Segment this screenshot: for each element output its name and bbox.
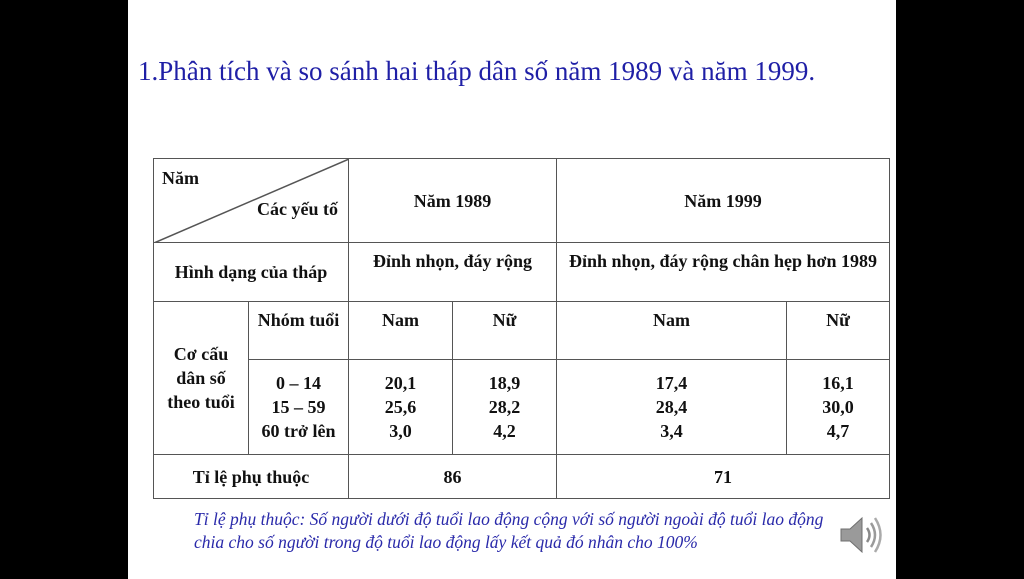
value: 18,9 bbox=[488, 373, 521, 393]
age-group: 0 – 14 bbox=[276, 373, 321, 393]
female-header-1989: Nữ bbox=[453, 302, 557, 360]
corner-header-cell bbox=[154, 159, 349, 243]
age-group: 15 – 59 bbox=[271, 397, 326, 417]
slide-title: 1.Phân tích và so sánh hai tháp dân số năm 1989 và năm 1999. bbox=[138, 56, 816, 86]
shape-1989: Đỉnh nhọn, đáy rộng bbox=[349, 243, 557, 302]
dependency-1989: 86 bbox=[349, 455, 557, 499]
male-header-1989: Nam bbox=[349, 302, 453, 360]
value: 4,7 bbox=[826, 421, 850, 441]
slide bbox=[128, 0, 896, 579]
female-header-1999: Nữ bbox=[787, 302, 890, 360]
male-1999-cell bbox=[557, 360, 787, 455]
value: 3,4 bbox=[660, 421, 683, 441]
dependency-1999: 71 bbox=[557, 455, 890, 499]
male-1989-cell bbox=[349, 360, 453, 455]
female-1989-cell bbox=[453, 360, 557, 455]
population-table bbox=[153, 158, 890, 499]
speaker-icon[interactable] bbox=[835, 510, 885, 560]
structure-label: Cơ cấu dân số theo tuổi bbox=[154, 302, 249, 455]
value: 28,4 bbox=[655, 397, 688, 417]
male-header-1999: Nam bbox=[557, 302, 787, 360]
value: 17,4 bbox=[655, 373, 688, 393]
shape-label: Hình dạng của tháp bbox=[154, 243, 349, 302]
female-1999-cell bbox=[787, 360, 890, 455]
corner-label-year: Năm bbox=[162, 168, 199, 188]
value: 28,2 bbox=[488, 397, 521, 417]
header-1999: Năm 1999 bbox=[557, 159, 890, 243]
value: 25,6 bbox=[384, 397, 417, 417]
age-groups-cell bbox=[249, 360, 349, 455]
header-1989: Năm 1989 bbox=[349, 159, 557, 243]
dependency-note: Tỉ lệ phụ thuộc: Số người dưới độ tuổi lao động cộng với số người ngoài độ tuổi lao động chia cho số người trong độ tuổi lao động lấy kết quả đó nhân cho 100% bbox=[194, 509, 824, 552]
age-group-header: Nhóm tuổi bbox=[249, 302, 349, 360]
value: 20,1 bbox=[384, 373, 417, 393]
value: 30,0 bbox=[822, 397, 854, 417]
dependency-label: Tỉ lệ phụ thuộc bbox=[154, 455, 349, 499]
value: 3,0 bbox=[389, 421, 412, 441]
value: 16,1 bbox=[822, 373, 854, 393]
value: 4,2 bbox=[493, 421, 516, 441]
corner-label-factors: Các yếu tố bbox=[257, 199, 338, 219]
shape-1999: Đỉnh nhọn, đáy rộng chân hẹp hơn 1989 bbox=[557, 243, 890, 302]
age-group: 60 trở lên bbox=[261, 421, 336, 441]
